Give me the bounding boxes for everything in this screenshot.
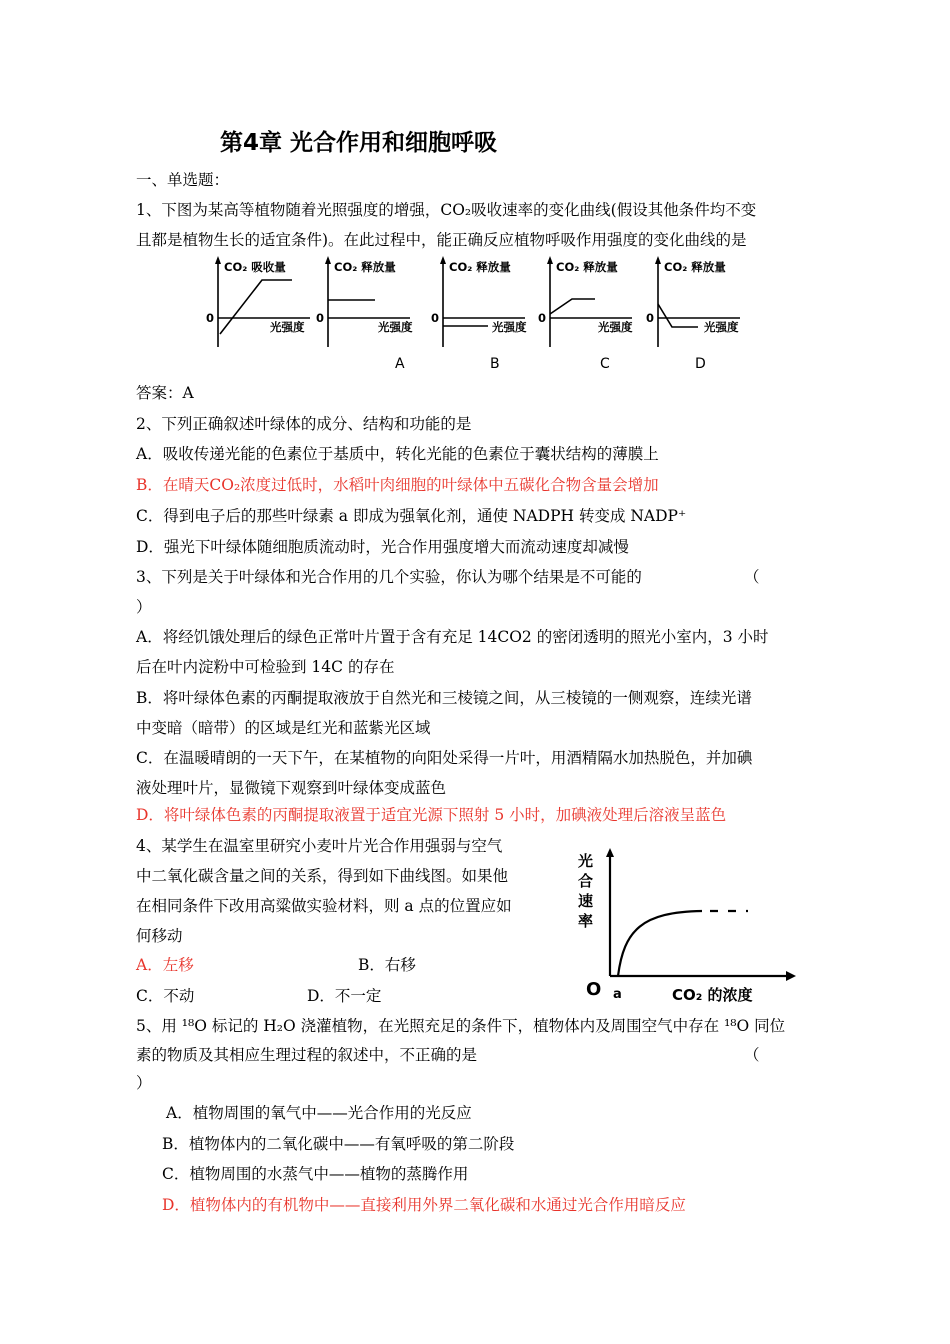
q4-stem-line3: 在相同条件下改用高粱做实验材料，则 a 点的位置应如 (136, 897, 512, 915)
q4-x-label: CO₂ 的浓度 (672, 986, 753, 1004)
q3-option-a-line1: A．将经饥饿处理后的绿色正常叶片置于含有充足 14CO2 的密闭透明的照光小室内，3 小时 (136, 628, 769, 646)
q1-answer: 答案：A (136, 384, 194, 402)
graph-d-curve (658, 304, 698, 327)
q4-option-c: C．不动 (136, 987, 195, 1005)
q3-option-c-line1: C．在温暖晴朗的一天下午，在某植物的向阳处采得一片叶，用酒精隔水加热脱色，并加碘 (136, 749, 753, 767)
graph-a-label: A (395, 356, 405, 372)
q4-stem-line2: 中二氧化碳含量之间的关系，得到如下曲线图。如果他 (136, 867, 509, 885)
graph-d-x-label: 光强度 (704, 320, 739, 334)
q3-stem: 3、下列是关于叶绿体和光合作用的几个实验，你认为哪个结果是不可能的 (136, 568, 642, 586)
q1-stem-line1: 1、下图为某高等植物随着光照强度的增强，CO₂吸收速率的变化曲线(假设其他条件均不变 (136, 201, 757, 219)
q3-option-c-line2: 液处理叶片，显微镜下观察到叶绿体变成蓝色 (136, 779, 447, 797)
graph-a-x-label: 光强度 (378, 320, 413, 334)
graph-c-curve (550, 299, 595, 314)
main-arrow (215, 256, 221, 264)
q3-option-b-line1: B．将叶绿体色素的丙酮提取液放于自然光和三棱镜之间，从三棱镜的一侧观察，连续光谱 (136, 689, 752, 707)
graph-d-zero: 0 (646, 311, 655, 325)
graph-b-y-label: CO₂ 释放量 (449, 260, 511, 274)
q4-x-arrow (786, 971, 796, 981)
q1-stem-line2: 且都是植物生长的适宜条件)。在此过程中，能正确反应植物呼吸作用强度的变化曲线的是 (136, 231, 747, 249)
graph-c-x-label: 光强度 (598, 320, 633, 334)
q3-option-a-line2: 后在叶内淀粉中可检验到 14C 的存在 (136, 658, 395, 676)
q4-stem-line4: 何移动 (136, 927, 183, 945)
q4-y-label-1: 光 (578, 852, 594, 870)
q5-stem-line1: 5、用 ¹⁸O 标记的 H₂O 浇灌植物，在光照充足的条件下，植物体内及周围空气中存在 ¹⁸O 同位 (136, 1017, 786, 1035)
q4-y-label-3: 速 (578, 892, 594, 910)
graph-b-label: B (490, 356, 500, 372)
q4-stem-line1: 4、某学生在温室里研究小麦叶片光合作用强弱与空气 (136, 837, 503, 855)
graph-c-zero: 0 (538, 311, 547, 325)
section-heading: 一、单选题： (136, 171, 230, 189)
q4-option-d: D．不一定 (307, 987, 382, 1005)
q4-option-b: B．右移 (358, 956, 416, 974)
main-x-label: 光强度 (270, 320, 305, 334)
main-zero: 0 (206, 311, 215, 325)
graph-c-label: C (600, 356, 610, 372)
graph-a-zero: 0 (316, 311, 325, 325)
q4-graph (572, 848, 797, 1008)
q5-paren-open: （ (744, 1046, 760, 1064)
q3-paren-close: ） (136, 598, 152, 616)
q4-option-a: A．左移 (136, 956, 194, 974)
chapter-title: 第4章 光合作用和细胞呼吸 (220, 130, 498, 156)
q2-option-b: B．在晴天CO₂浓度过低时，水稻叶肉细胞的叶绿体中五碳化合物含量会增加 (136, 476, 659, 494)
q1-graphs (200, 252, 760, 377)
graph-b-x-label: 光强度 (492, 320, 527, 334)
q5-paren-close: ） (136, 1074, 152, 1092)
q4-y-arrow (606, 848, 614, 857)
q5-option-a: A．植物周围的氧气中——光合作用的光反应 (166, 1104, 472, 1122)
q5-option-b: B．植物体内的二氧化碳中——有氧呼吸的第二阶段 (162, 1135, 515, 1153)
graph-d-label: D (695, 356, 706, 372)
graph-d-y-label: CO₂ 释放量 (664, 260, 726, 274)
q4-y-label-2: 合 (578, 872, 594, 890)
q4-origin: O (586, 979, 602, 1000)
q2-option-a: A．吸收传递光能的色素位于基质中，转化光能的色素位于囊状结构的薄膜上 (136, 445, 659, 463)
q5-option-d: D．植物体内的有机物中——直接利用外界二氧化碳和水通过光合作用暗反应 (162, 1196, 686, 1214)
q5-stem-line2: 素的物质及其相应生理过程的叙述中，不正确的是 (136, 1046, 478, 1064)
graph-b-zero: 0 (431, 311, 440, 325)
q2-stem: 2、下列正确叙述叶绿体的成分、结构和功能的是 (136, 415, 472, 433)
q5-option-c: C．植物周围的水蒸气中——植物的蒸腾作用 (162, 1165, 469, 1183)
q2-option-c: C．得到电子后的那些叶绿素 a 即成为强氧化剂，通使 NADPH 转变成 NADP⁺ (136, 507, 687, 525)
main-y-label: CO₂ 吸收量 (224, 260, 286, 274)
q4-y-label-4: 率 (578, 912, 594, 930)
q2-option-d: D．强光下叶绿体随细胞质流动时，光合作用强度增大而流动速度却减慢 (136, 538, 629, 556)
q3-option-b-line2: 中变暗（暗带）的区域是红光和蓝紫光区域 (136, 719, 431, 737)
graph-c-y-label: CO₂ 释放量 (556, 260, 618, 274)
graph-a-y-label: CO₂ 释放量 (334, 260, 396, 274)
q4-point-a: a (613, 987, 622, 1002)
q3-option-d: D．将叶绿体色素的丙酮提取液置于适宜光源下照射 5 小时，加碘液处理后溶液呈蓝色 (136, 806, 727, 824)
q4-curve (618, 911, 702, 976)
q3-paren-open: （ (744, 568, 760, 586)
